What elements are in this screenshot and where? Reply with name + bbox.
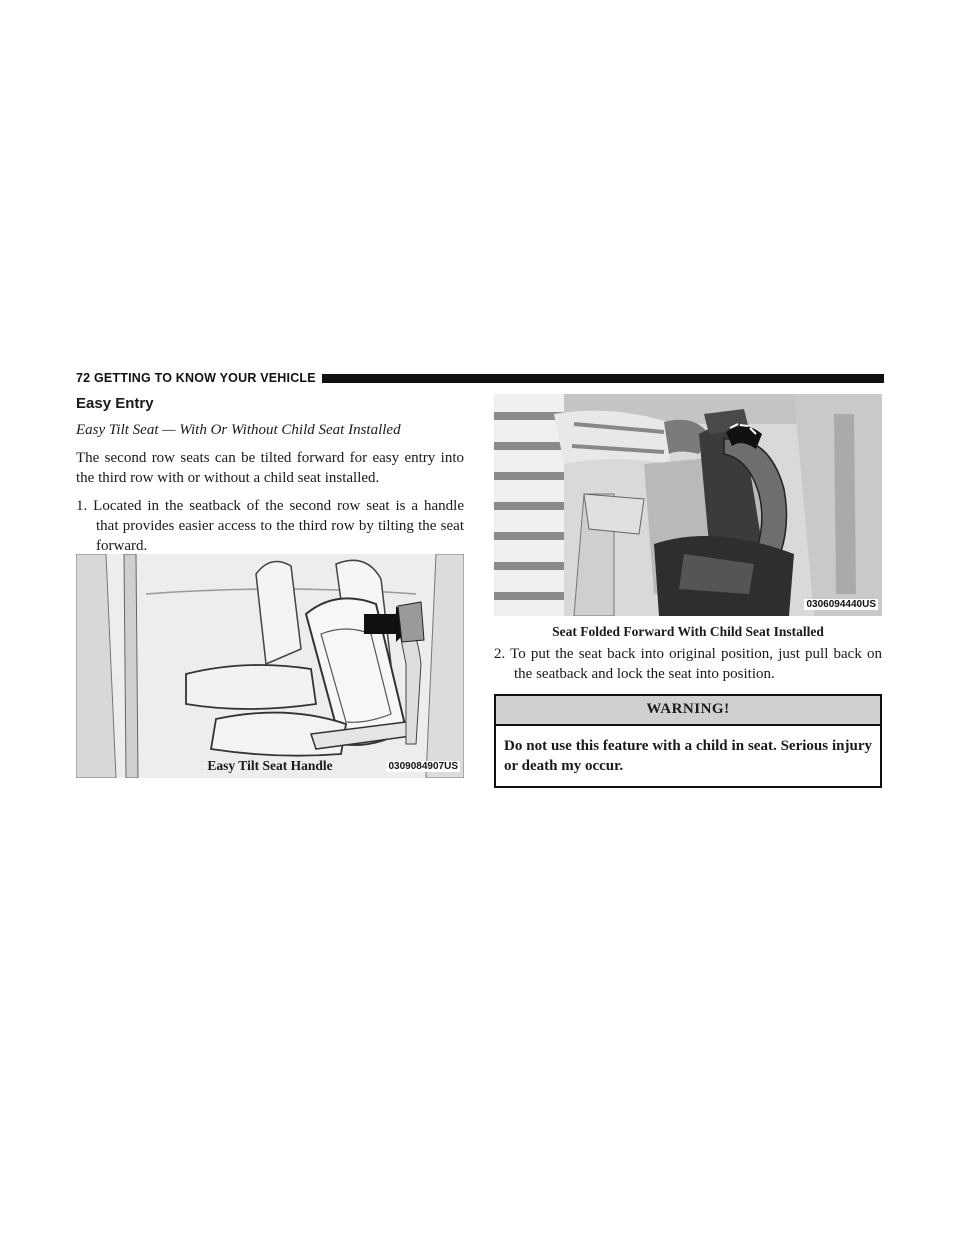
figure-caption-left: Easy Tilt Seat Handle [207,758,333,773]
page-header [76,370,884,386]
easy-tilt-seat-handle-illustration [76,554,464,778]
step-1: 1. Located in the seatback of the second row seat is a handle that provides easier access to the third row by tilting the seat forward. [76,498,464,554]
step-2: 2. To put the seat back into original position, just pull back on the seatback and lock the seat into position. [494,646,882,682]
header-rule [322,374,884,383]
figure-caption-right: Seat Folded Forward With Child Seat Installed [552,624,824,639]
section-subheading: Easy Tilt Seat — With Or Without Child Seat Installed [76,422,401,438]
seat-illustration-right [494,394,882,616]
seat-illustration-left [76,554,464,778]
section-heading: Easy Entry [76,395,154,412]
warning-text: Do not use this feature with a child in seat. Serious injury or death my occur. [504,738,872,774]
figure-code-right: 0306094440US [806,599,876,610]
warning-title: WARNING! [496,696,880,726]
warning-box [494,694,882,788]
figure-code-left: 0309084907US [388,761,458,772]
intro-paragraph: The second row seats can be tilted forward for easy entry into the third row with or without a child seat installed. [76,450,464,486]
page-header-title: 72 GETTING TO KNOW YOUR VEHICLE [76,371,316,385]
seat-folded-forward-photo [494,394,882,616]
